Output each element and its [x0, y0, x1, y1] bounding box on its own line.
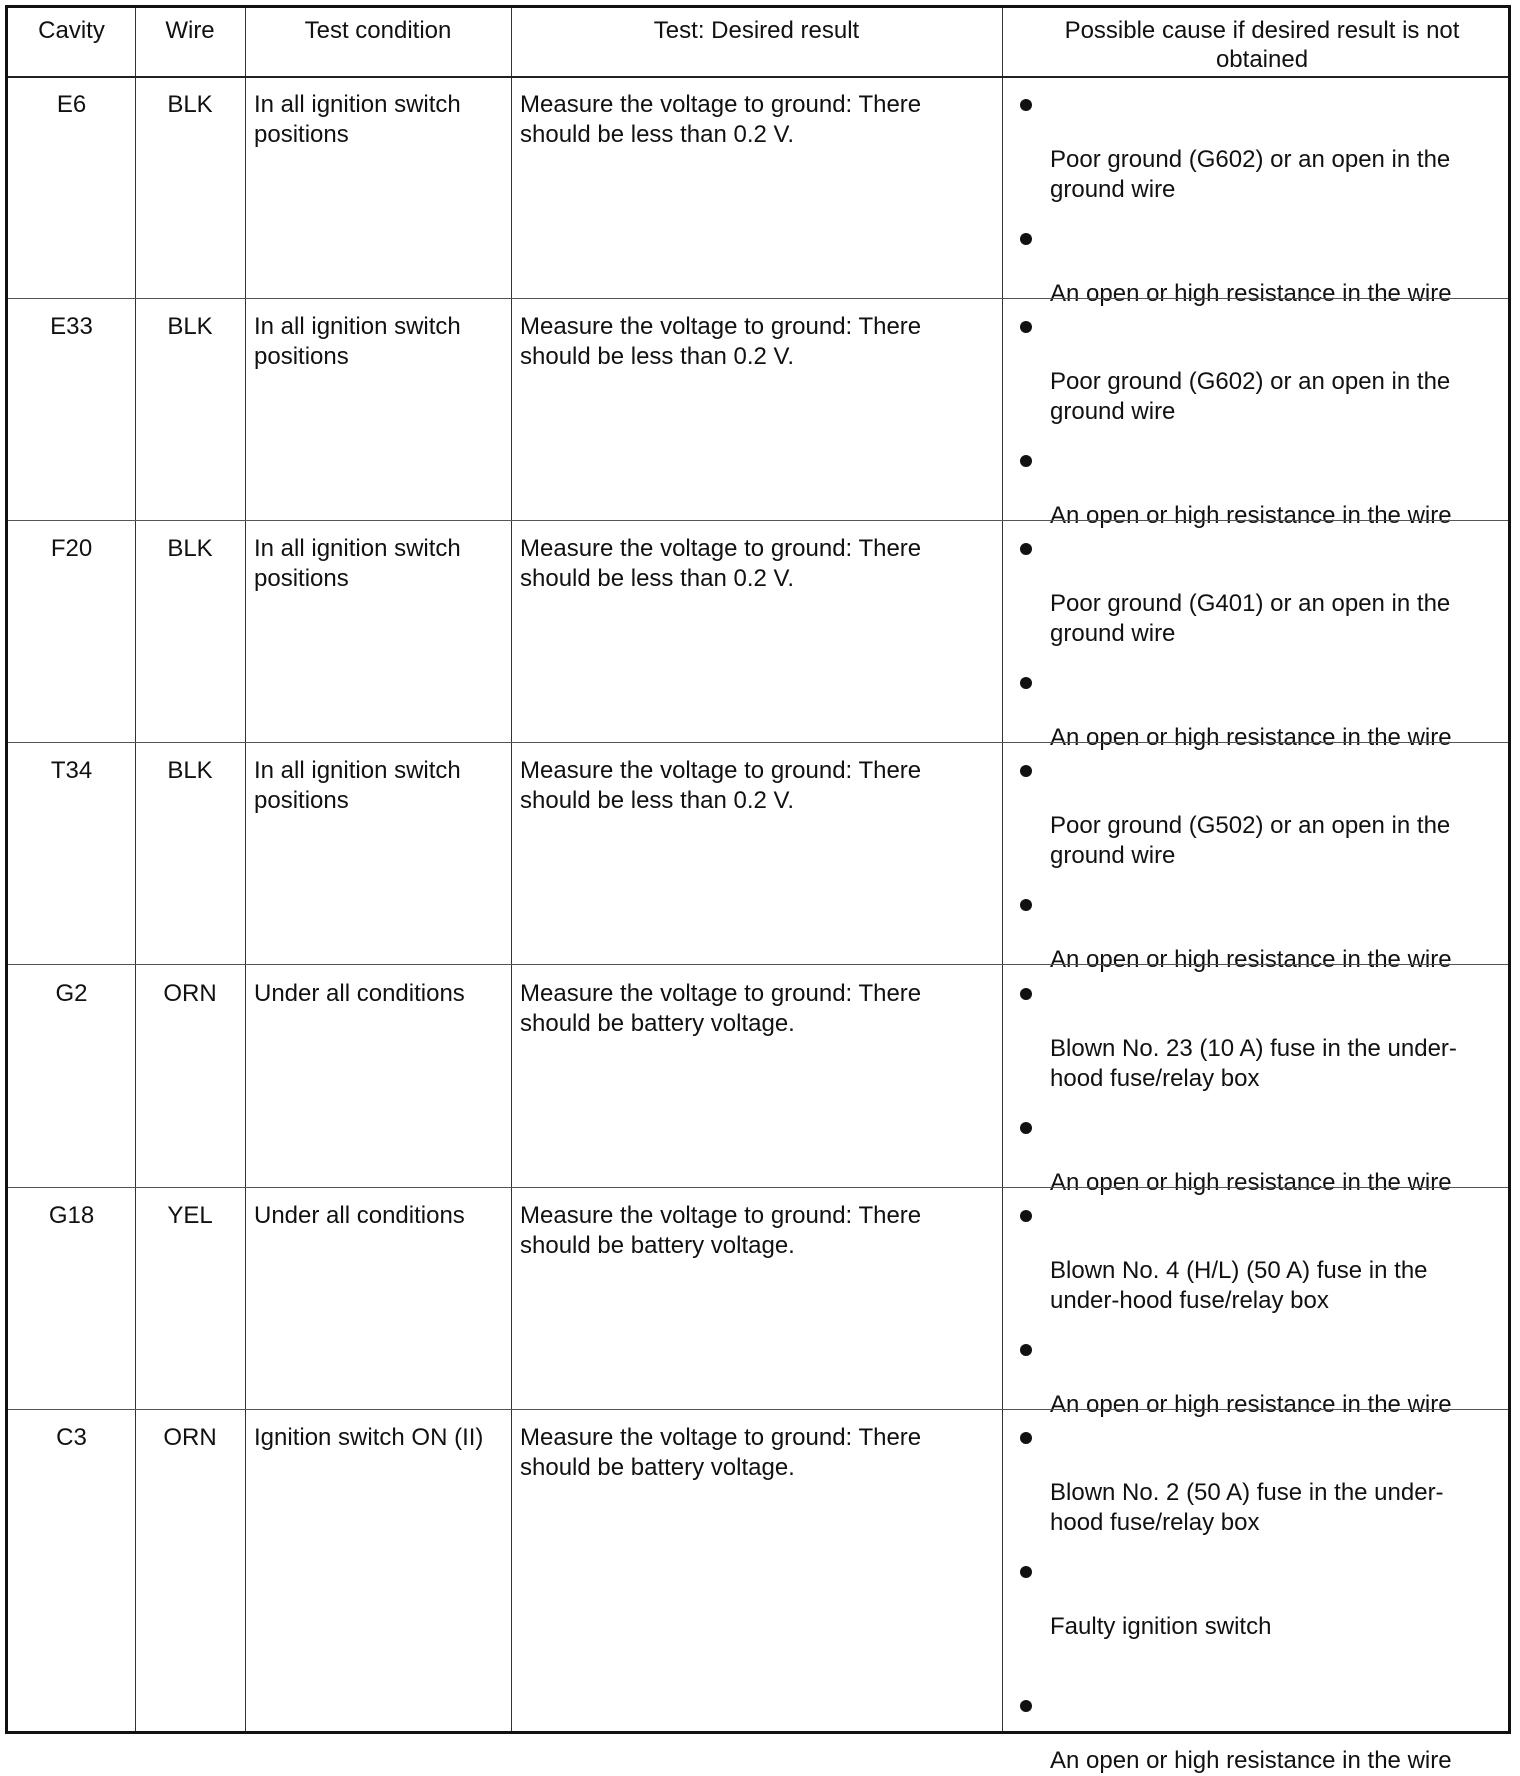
- table-row: [8, 1409, 1508, 1774]
- possible-cause-text: Faulty ignition switch: [1050, 1613, 1272, 1640]
- header-cavity: Cavity: [38, 17, 105, 44]
- test-condition-cell: Under all conditions: [254, 980, 465, 1007]
- possible-cause-text: An open or high resistance in the wire: [1050, 502, 1452, 529]
- possible-cause-text: An open or high resistance in the wire: [1050, 1169, 1452, 1196]
- table-row: [8, 1187, 1508, 1418]
- cavity-cell: E6: [56, 91, 87, 118]
- possible-cause-text: An open or high resistance in the wire: [1050, 1747, 1452, 1774]
- wire-color-cell: YEL: [167, 1202, 213, 1229]
- cavity-cell: C3: [56, 1424, 87, 1451]
- test-condition-cell: Ignition switch ON (II): [254, 1424, 484, 1451]
- desired-result-cell: Measure the voltage to ground: There should be less than 0.2 V.: [520, 535, 922, 592]
- possible-cause-text: Poor ground (G502) or an open in the ground wire: [1050, 812, 1451, 869]
- desired-result-cell: Measure the voltage to ground: There should be battery voltage.: [520, 980, 922, 1037]
- bullet-icon: [1020, 988, 1032, 1000]
- table-row: [8, 965, 1508, 1196]
- possible-cause-text: Blown No. 4 (H/L) (50 A) fuse in the under-hood fuse/relay box: [1050, 1257, 1428, 1314]
- table-row: [8, 742, 1508, 973]
- desired-result-cell: Measure the voltage to ground: There should be battery voltage.: [520, 1202, 922, 1259]
- bullet-icon: [1020, 233, 1032, 245]
- header-test-condition: Test condition: [304, 17, 452, 44]
- header-possible-cause: Possible cause if desired result is not obtained: [1064, 17, 1460, 73]
- bullet-icon: [1020, 1700, 1032, 1712]
- table-row: [8, 298, 1508, 529]
- bullet-icon: [1020, 455, 1032, 467]
- bullet-icon: [1020, 765, 1032, 777]
- cavity-cell: G2: [55, 980, 88, 1007]
- possible-cause-text: Poor ground (G602) or an open in the ground wire: [1050, 146, 1451, 203]
- test-condition-cell: Under all conditions: [254, 1202, 465, 1229]
- test-condition-cell: In all ignition switch positions: [254, 313, 461, 370]
- wire-color-cell: ORN: [163, 980, 217, 1007]
- cavity-cell: G18: [48, 1202, 95, 1229]
- desired-result-cell: Measure the voltage to ground: There should be less than 0.2 V.: [520, 91, 922, 148]
- wire-color-cell: BLK: [167, 757, 213, 784]
- desired-result-cell: Measure the voltage to ground: There should be less than 0.2 V.: [520, 313, 922, 370]
- cavity-cell: F20: [50, 535, 93, 562]
- wire-color-cell: BLK: [167, 313, 213, 340]
- possible-cause-text: An open or high resistance in the wire: [1050, 280, 1452, 307]
- possible-cause-text: Blown No. 23 (10 A) fuse in the under-hood fuse/relay box: [1050, 1035, 1457, 1092]
- bullet-icon: [1020, 1432, 1032, 1444]
- possible-cause-text: Poor ground (G602) or an open in the ground wire: [1050, 368, 1451, 425]
- cavity-cell: E33: [50, 313, 93, 340]
- test-condition-cell: In all ignition switch positions: [254, 535, 461, 592]
- bullet-icon: [1020, 321, 1032, 333]
- table-row: [8, 520, 1508, 751]
- bullet-icon: [1020, 1210, 1032, 1222]
- bullet-icon: [1020, 1344, 1032, 1356]
- voltage-test-table: [5, 5, 1511, 1774]
- test-condition-cell: In all ignition switch positions: [254, 757, 461, 814]
- table-row: [8, 76, 1508, 307]
- bullet-icon: [1020, 1122, 1032, 1134]
- possible-cause-text: Poor ground (G401) or an open in the ground wire: [1050, 590, 1451, 647]
- possible-cause-text: Blown No. 2 (50 A) fuse in the under-hood fuse/relay box: [1050, 1479, 1444, 1536]
- bullet-icon: [1020, 1566, 1032, 1578]
- cavity-cell: T34: [50, 757, 93, 784]
- possible-cause-text: An open or high resistance in the wire: [1050, 946, 1452, 973]
- bullet-icon: [1020, 99, 1032, 111]
- bullet-icon: [1020, 677, 1032, 689]
- header-wire: Wire: [165, 17, 215, 44]
- test-condition-cell: In all ignition switch positions: [254, 91, 461, 148]
- wire-color-cell: BLK: [167, 535, 213, 562]
- possible-cause-text: An open or high resistance in the wire: [1050, 1391, 1452, 1418]
- wire-color-cell: BLK: [167, 91, 213, 118]
- bullet-icon: [1020, 899, 1032, 911]
- bullet-icon: [1020, 543, 1032, 555]
- desired-result-cell: Measure the voltage to ground: There should be battery voltage.: [520, 1424, 922, 1481]
- wire-color-cell: ORN: [163, 1424, 217, 1451]
- desired-result-cell: Measure the voltage to ground: There should be less than 0.2 V.: [520, 757, 922, 814]
- possible-cause-text: An open or high resistance in the wire: [1050, 724, 1452, 751]
- header-desired-result: Test: Desired result: [653, 17, 860, 44]
